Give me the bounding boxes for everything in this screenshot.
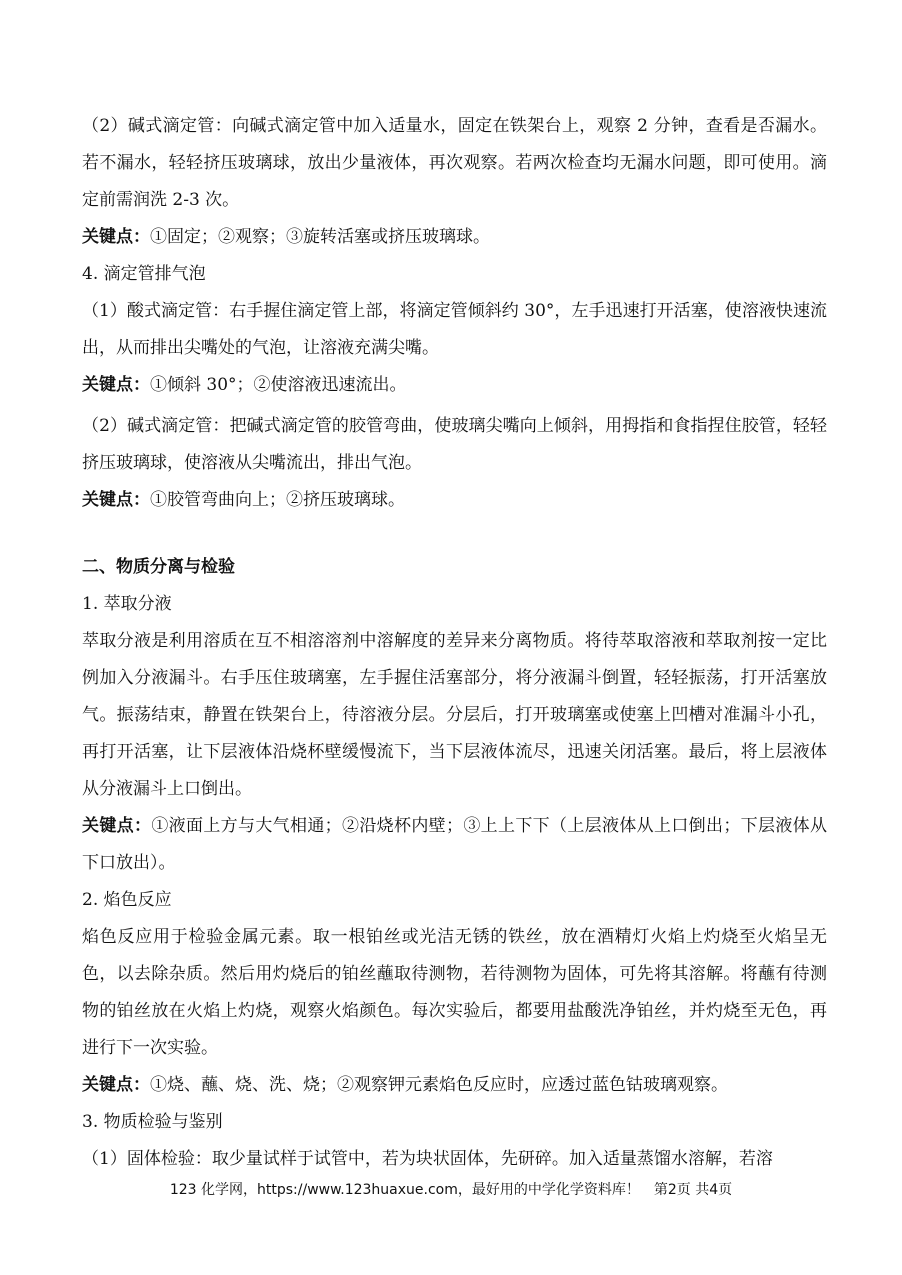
section-heading: 二、物质分离与检验 bbox=[82, 557, 235, 577]
subheading-extraction: 1. 萃取分液 bbox=[82, 594, 172, 614]
key-points-label: 关键点： bbox=[82, 227, 150, 247]
key-points-text: ①倾斜 30°；②使溶液迅速流出。 bbox=[150, 375, 407, 395]
key-points-label: 关键点： bbox=[82, 816, 152, 836]
footer-page-number: 第2页 共4页 bbox=[653, 1182, 733, 1198]
document-body bbox=[82, 108, 827, 1178]
paragraph-extraction: 萃取分液是利用溶质在互不相溶溶剂中溶解度的差异来分离物质。将待萃取溶液和萃取剂按一定比例加入分液漏斗。右手压住玻璃塞，左手握住活塞部分，将分液漏斗倒置，轻轻振荡，打开活塞放气。振荡结束，静置在铁架台上，待溶液分层。分层后，打开玻璃塞或使塞上凹槽对准漏斗小孔，再打开活塞，让下层液体沿烧杯壁缓慢流下，当下层液体流尽，迅速关闭活塞。最后，将上层液体从分液漏斗上口倒出。 bbox=[82, 631, 827, 799]
key-points-text: ①液面上方与大气相通；②沿烧杯内壁；③上上下下（上层液体从上口倒出；下层液体从下口放出）。 bbox=[82, 816, 828, 873]
subheading-identification: 3. 物质检验与鉴别 bbox=[82, 1112, 223, 1132]
key-points-text: ①固定；②观察；③旋转活塞或挤压玻璃球。 bbox=[150, 227, 490, 247]
paragraph-acid-burette-bubble: （1）酸式滴定管：右手握住滴定管上部，将滴定管倾斜约 30°，左手迅速打开活塞，使溶液快速流出，从而排出尖嘴处的气泡，让溶液充满尖嘴。 bbox=[82, 301, 827, 358]
paragraph-solid-test: （1）固体检验：取少量试样于试管中，若为块状固体，先研碎。加入适量蒸馏水溶解，若溶 bbox=[82, 1149, 773, 1169]
subheading-flame-test: 2. 焰色反应 bbox=[82, 890, 172, 910]
paragraph-flame-test: 焰色反应用于检验金属元素。取一根铂丝或光洁无锈的铁丝，放在酒精灯火焰上灼烧至火焰呈无色，以去除杂质。然后用灼烧后的铂丝蘸取待测物，若待测物为固体，可先将其溶解。将蘸有待测物的铂丝放在火焰上灼烧，观察火焰颜色。每次实验后，都要用盐酸洗净铂丝，并灼烧至无色，再进行下一次实验。 bbox=[82, 927, 827, 1058]
key-points-flame-test bbox=[82, 1067, 827, 1104]
key-points-label: 关键点： bbox=[82, 375, 150, 395]
key-points-text: ①烧、蘸、烧、洗、烧；②观察钾元素焰色反应时，应透过蓝色钴玻璃观察。 bbox=[150, 1075, 728, 1095]
paragraph-alkaline-burette-bubble: （2）碱式滴定管：把碱式滴定管的胶管弯曲，使玻璃尖嘴向上倾斜，用拇指和食指捏住胶管，轻轻挤压玻璃球，使溶液从尖嘴流出，排出气泡。 bbox=[82, 416, 827, 473]
key-points-extraction bbox=[82, 808, 827, 882]
key-points-acid-bubble bbox=[82, 367, 827, 404]
footer-site-text: 123 化学网，https://www.123huaxue.com，最好用的中学化学资料库！ bbox=[169, 1182, 640, 1198]
page-footer bbox=[0, 1179, 902, 1199]
key-points-alkaline-bubble bbox=[82, 482, 827, 519]
key-points-leak-check bbox=[82, 219, 827, 256]
subheading-bubble-removal: 4. 滴定管排气泡 bbox=[82, 264, 206, 284]
paragraph-alkaline-burette-leak-check: （2）碱式滴定管：向碱式滴定管中加入适量水，固定在铁架台上，观察 2 分钟，查看是否漏水。若不漏水，轻轻挤压玻璃球，放出少量液体，再次观察。若两次检查均无漏水问题，即可使用。滴定前需润洗 2-3 次。 bbox=[82, 116, 827, 210]
key-points-label: 关键点： bbox=[82, 490, 150, 510]
key-points-text: ①胶管弯曲向上；②挤压玻璃球。 bbox=[150, 490, 405, 510]
key-points-label: 关键点： bbox=[82, 1075, 150, 1095]
